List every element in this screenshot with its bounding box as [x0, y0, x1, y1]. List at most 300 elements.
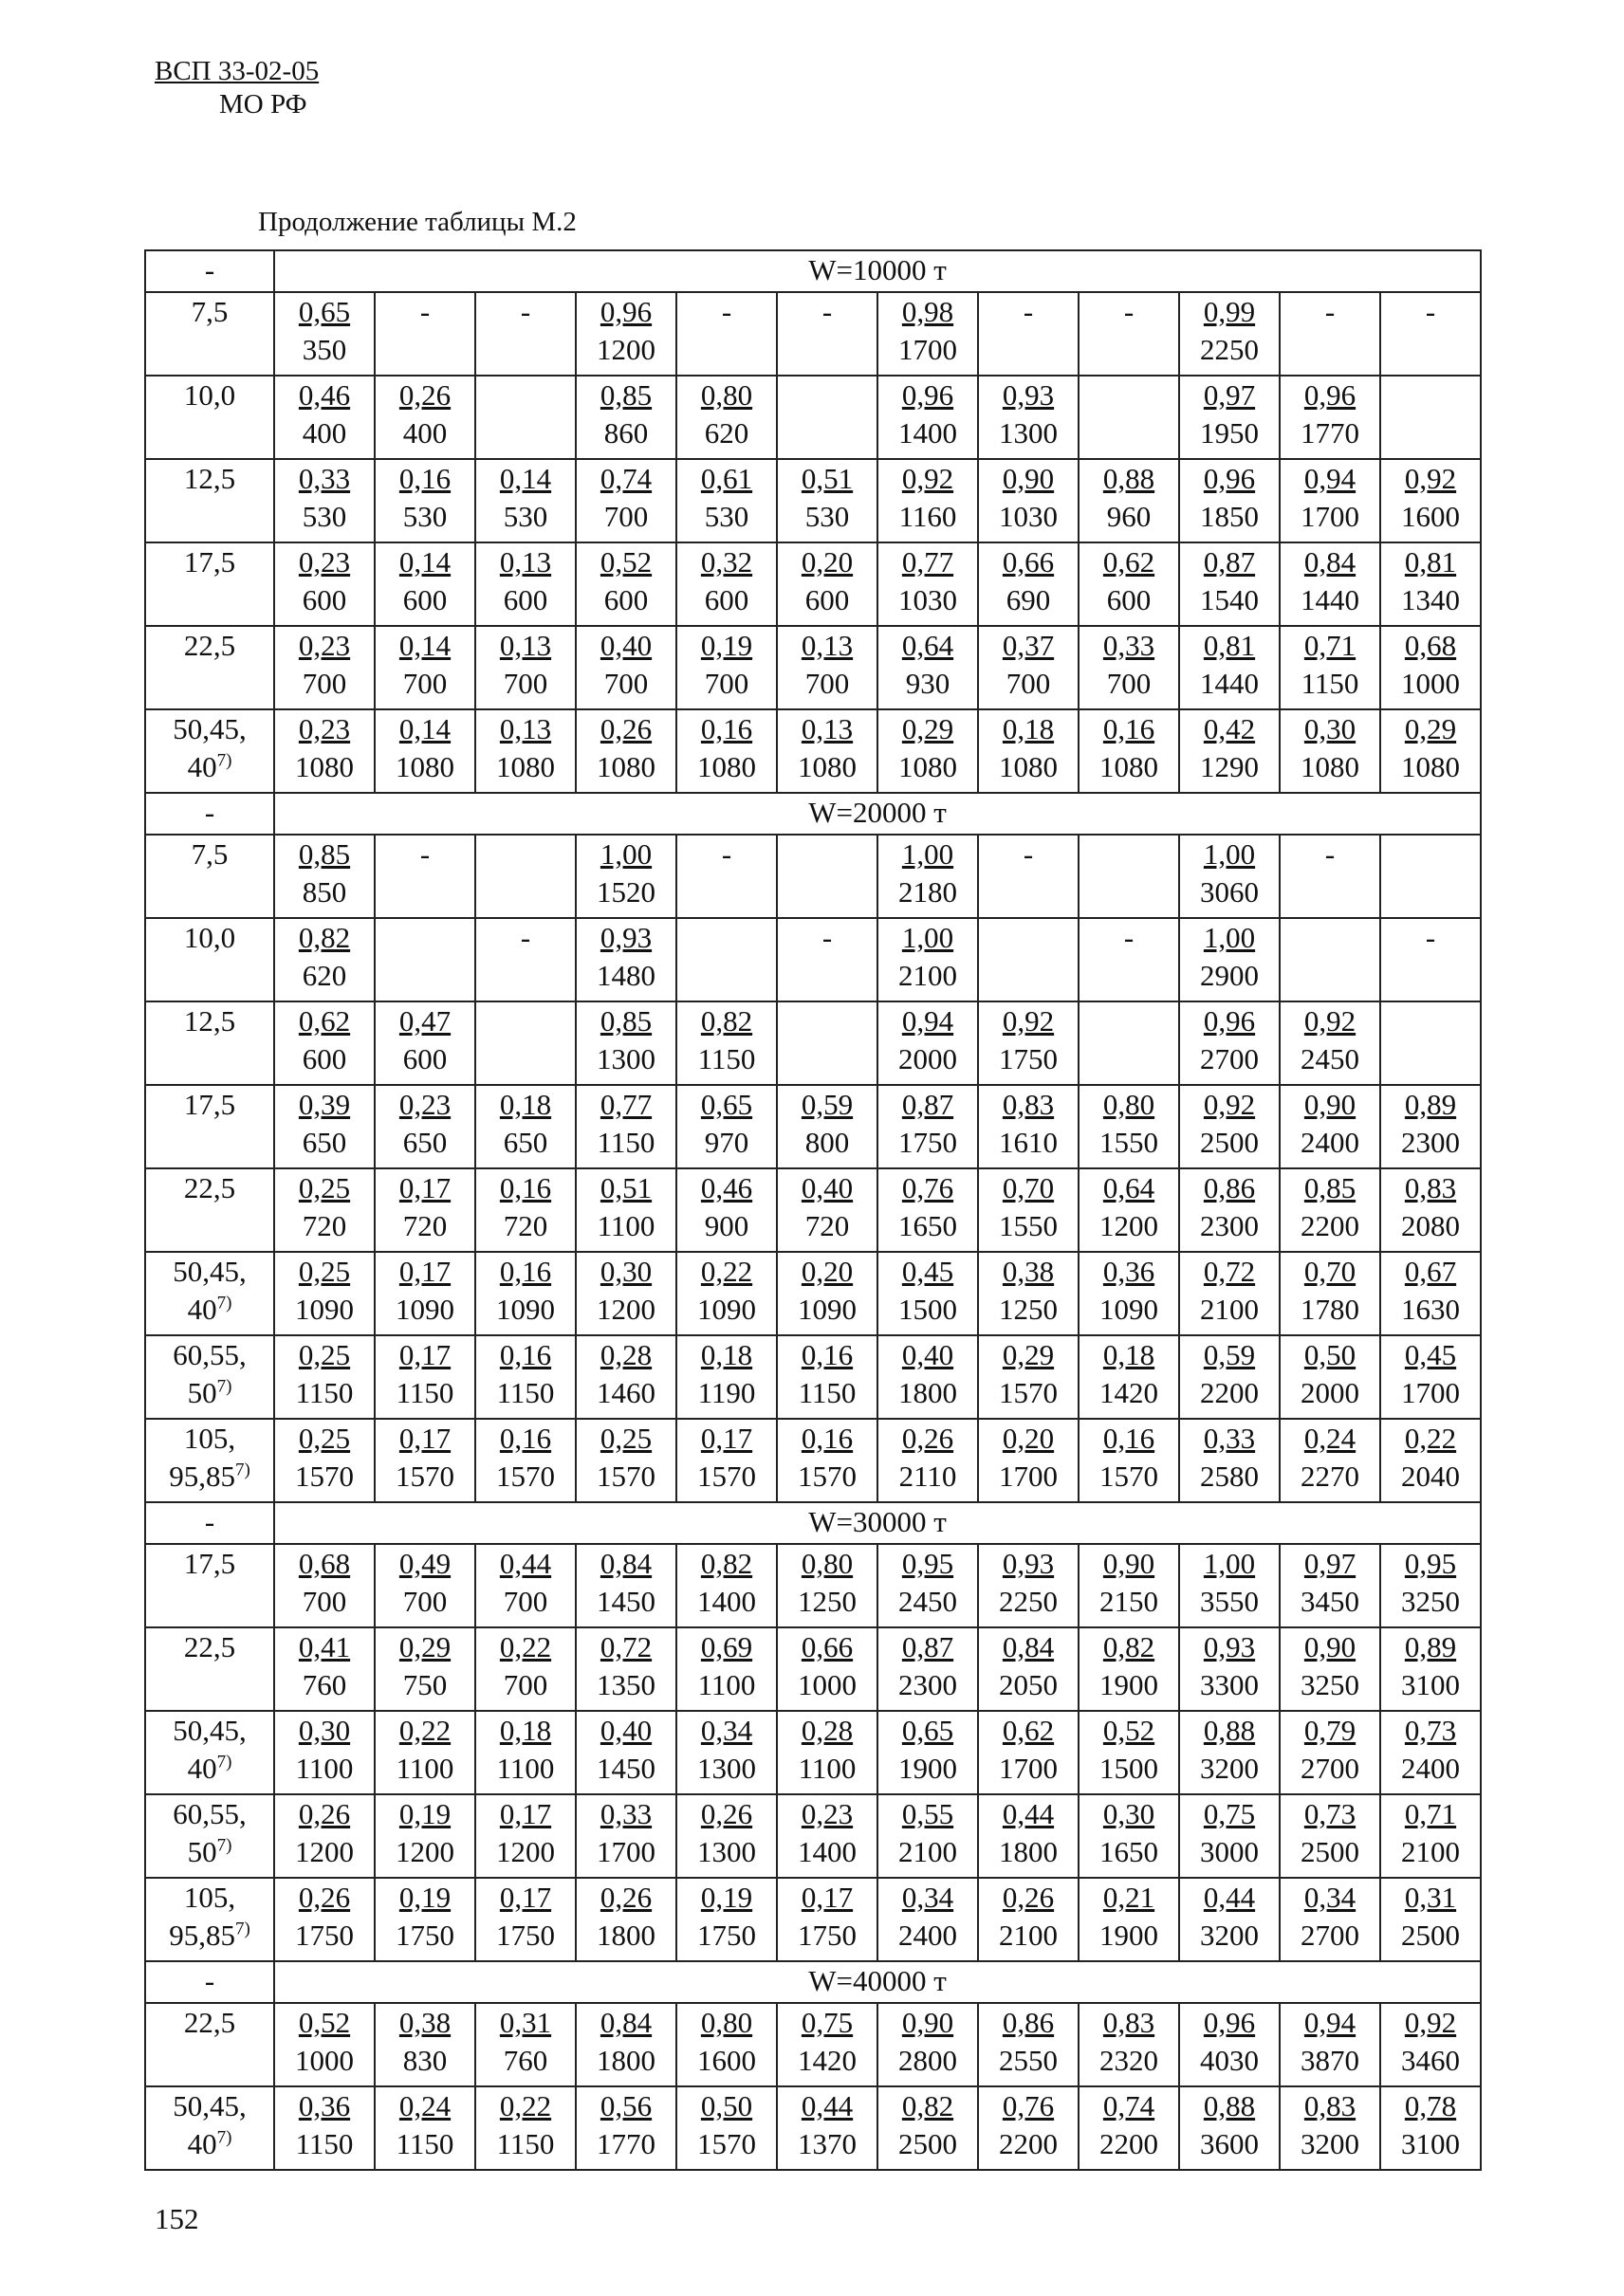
data-cell — [475, 1419, 576, 1502]
coefficient-value: 0,96 — [1203, 1004, 1256, 1038]
mass-value: 3450 — [1301, 1585, 1359, 1618]
data-cell — [375, 1168, 475, 1252]
data-cell — [375, 1711, 475, 1794]
coefficient-value: 0,90 — [1102, 1547, 1155, 1580]
data-cell — [1280, 1085, 1380, 1168]
row-label-line1: 50,45, — [173, 2089, 247, 2122]
table-row — [145, 835, 1481, 918]
mass-value: 4030 — [1200, 2044, 1259, 2077]
data-cell — [274, 1001, 375, 1085]
coefficient-value: 0,81 — [1404, 545, 1457, 579]
mass-value: 3600 — [1200, 2127, 1259, 2160]
mass-value: 3460 — [1401, 2044, 1460, 2077]
data-cell — [777, 709, 877, 793]
mass-value: 3100 — [1401, 1668, 1460, 1701]
data-cell — [1280, 376, 1380, 459]
table-row — [145, 1544, 1481, 1627]
data-cell — [375, 1544, 475, 1627]
section-title: W=40000 т — [274, 1961, 1481, 2003]
coefficient-value: 0,64 — [901, 629, 954, 662]
mass-value: 1500 — [1099, 1752, 1158, 1785]
coefficient-value: 0,74 — [1102, 2089, 1155, 2122]
mass-value: 2450 — [1301, 1042, 1359, 1075]
coefficient-value: 0,59 — [1203, 1338, 1256, 1371]
coefficient-value: 0,13 — [499, 629, 552, 662]
data-cell — [1079, 376, 1179, 459]
coefficient-value: - — [1324, 295, 1336, 328]
data-cell — [1079, 835, 1179, 918]
footnote-mark: 7) — [234, 1919, 250, 1939]
data-cell — [475, 1711, 576, 1794]
data-cell — [576, 2003, 676, 2086]
coefficient-value: - — [419, 837, 431, 871]
data-cell — [877, 1085, 978, 1168]
data-cell — [1280, 459, 1380, 542]
mass-value: 3250 — [1301, 1668, 1359, 1701]
section-title: W=20000 т — [274, 793, 1481, 835]
coefficient-value: 0,82 — [700, 1004, 753, 1038]
data-cell — [1079, 2086, 1179, 2170]
data-cell — [978, 1252, 1079, 1335]
data-cell — [274, 709, 375, 793]
data-cell — [877, 835, 978, 918]
data-cell — [576, 1168, 676, 1252]
mass-value: 1290 — [1200, 750, 1259, 783]
data-cell — [1179, 2003, 1280, 2086]
data-cell — [1079, 1168, 1179, 1252]
row-label-line1: 7,5 — [191, 837, 229, 871]
data-cell — [978, 459, 1079, 542]
coefficient-value: 0,14 — [398, 712, 452, 745]
mass-value: 1150 — [396, 2127, 454, 2160]
mass-value: 2200 — [1099, 2127, 1158, 2160]
mass-value: 1650 — [1099, 1835, 1158, 1868]
coefficient-value: 0,95 — [901, 1547, 954, 1580]
data-cell — [676, 709, 777, 793]
coefficient-value: 0,26 — [600, 712, 653, 745]
data-cell — [1079, 2003, 1179, 2086]
data-cell — [1380, 835, 1481, 918]
data-cell — [576, 1085, 676, 1168]
coefficient-value: 0,56 — [600, 2089, 653, 2122]
coefficient-value: 0,90 — [901, 2006, 954, 2039]
coefficient-value: 0,83 — [1002, 1088, 1055, 1121]
coefficient-value: 0,33 — [1203, 1422, 1256, 1455]
mass-value: 1090 — [496, 1293, 555, 1326]
mass-value: 400 — [302, 416, 347, 450]
mass-value: 2700 — [1301, 1752, 1359, 1785]
mass-value: 700 — [603, 500, 649, 533]
coefficient-value: 1,00 — [1203, 921, 1256, 954]
coefficient-value: 0,29 — [398, 1630, 452, 1663]
mass-value: 2700 — [1301, 1919, 1359, 1952]
coefficient-value: 0,17 — [398, 1255, 452, 1288]
mass-value: 2700 — [1200, 1042, 1259, 1075]
coefficient-value: - — [1425, 295, 1436, 328]
coefficient-value: 0,16 — [499, 1422, 552, 1455]
coefficient-value: 0,49 — [398, 1547, 452, 1580]
coefficient-value: 0,87 — [901, 1630, 954, 1663]
mass-value: 1570 — [1099, 1460, 1158, 1493]
mass-value: 2100 — [1401, 1835, 1460, 1868]
table-row — [145, 1252, 1481, 1335]
data-cell — [1079, 1419, 1179, 1502]
data-cell — [274, 1252, 375, 1335]
coefficient-value: 0,71 — [1303, 629, 1356, 662]
table-row — [145, 1085, 1481, 1168]
mass-value: 600 — [704, 583, 749, 616]
data-cell — [1280, 2003, 1380, 2086]
mass-value: 860 — [603, 416, 649, 450]
mass-value: 1370 — [798, 2127, 857, 2160]
data-cell — [274, 1335, 375, 1419]
data-cell — [877, 2003, 978, 2086]
mass-value: 1080 — [1401, 750, 1460, 783]
footnote-mark: 7) — [216, 1835, 232, 1856]
data-cell — [676, 1419, 777, 1502]
data-cell — [274, 1794, 375, 1878]
page-number: 152 — [155, 2202, 199, 2235]
data-cell — [1280, 1627, 1380, 1711]
data-cell — [676, 376, 777, 459]
data-cell — [1380, 1544, 1481, 1627]
coefficient-value: 0,16 — [1102, 1422, 1155, 1455]
data-cell — [777, 1878, 877, 1961]
data-cell — [375, 1001, 475, 1085]
coefficient-value: 0,17 — [398, 1338, 452, 1371]
mass-value: 1400 — [898, 416, 957, 450]
data-cell — [777, 1794, 877, 1878]
data-cell — [1380, 1001, 1481, 1085]
mass-value: 1080 — [396, 750, 454, 783]
data-cell — [1380, 1878, 1481, 1961]
mass-value: 1450 — [597, 1585, 655, 1618]
coefficient-value: 0,16 — [499, 1255, 552, 1288]
section-dash: - — [145, 793, 274, 835]
row-label-line1: 105, — [183, 1422, 236, 1455]
coefficient-value: 0,68 — [1404, 629, 1457, 662]
coefficient-value: 0,66 — [801, 1630, 854, 1663]
coefficient-value: 0,65 — [700, 1088, 753, 1121]
section-header-row — [145, 793, 1481, 835]
coefficient-value: 0,25 — [298, 1171, 351, 1204]
table-row — [145, 542, 1481, 626]
mass-value: 1000 — [295, 2044, 354, 2077]
data-cell — [1380, 918, 1481, 1001]
footnote-mark: 7) — [216, 1376, 232, 1397]
coefficient-value: 0,14 — [398, 545, 452, 579]
mass-value: 1150 — [496, 2127, 555, 2160]
coefficient-value: 0,17 — [499, 1797, 552, 1830]
data-cell — [1380, 1419, 1481, 1502]
mass-value: 1250 — [798, 1585, 857, 1618]
data-cell — [1380, 2086, 1481, 2170]
data-cell — [274, 1878, 375, 1961]
data-cell — [274, 292, 375, 376]
mass-value: 3200 — [1200, 1752, 1259, 1785]
mass-value: 620 — [302, 959, 347, 992]
data-cell — [475, 1085, 576, 1168]
mass-value: 1420 — [798, 2044, 857, 2077]
data-cell — [576, 1627, 676, 1711]
coefficient-value: 0,40 — [901, 1338, 954, 1371]
mass-value: 530 — [804, 500, 850, 533]
mass-value: 1100 — [597, 1209, 655, 1242]
row-label-line1: 17,5 — [183, 1088, 236, 1121]
data-cell — [1380, 459, 1481, 542]
row-label — [145, 2003, 274, 2086]
data-cell — [1079, 1711, 1179, 1794]
mass-value: 2100 — [999, 1919, 1058, 1952]
table-row — [145, 1168, 1481, 1252]
row-label-line1: 10,0 — [183, 378, 236, 412]
coefficient-value: 0,96 — [600, 295, 653, 328]
data-cell — [1179, 1544, 1280, 1627]
coefficient-value: 0,96 — [1203, 462, 1256, 495]
row-label — [145, 1252, 274, 1335]
data-cell — [1280, 1544, 1380, 1627]
row-label — [145, 1419, 274, 1502]
mass-value: 1080 — [999, 750, 1058, 783]
data-cell — [1280, 835, 1380, 918]
coefficient-value: 0,52 — [600, 545, 653, 579]
mass-value: 1850 — [1200, 500, 1259, 533]
row-label-line1: 12,5 — [183, 1004, 236, 1038]
data-cell — [375, 1794, 475, 1878]
data-cell — [1179, 1878, 1280, 1961]
row-label — [145, 1711, 274, 1794]
data-cell — [1380, 1794, 1481, 1878]
mass-value: 720 — [402, 1209, 448, 1242]
mass-value: 1080 — [1099, 750, 1158, 783]
mass-value: 930 — [905, 667, 950, 700]
coefficient-value: 0,83 — [1303, 2089, 1356, 2122]
data-cell — [777, 835, 877, 918]
table-row — [145, 1001, 1481, 1085]
mass-value: 700 — [402, 667, 448, 700]
coefficient-value: 0,77 — [600, 1088, 653, 1121]
mass-value: 600 — [1106, 583, 1152, 616]
coefficient-value: 0,16 — [700, 712, 753, 745]
mass-value: 700 — [503, 667, 548, 700]
row-label-line1: 22,5 — [183, 629, 236, 662]
data-cell — [777, 1419, 877, 1502]
data-cell — [978, 835, 1079, 918]
mass-value: 1750 — [898, 1126, 957, 1159]
mass-value: 1480 — [597, 959, 655, 992]
data-cell — [777, 1168, 877, 1252]
data-cell — [877, 542, 978, 626]
mass-value: 700 — [1106, 667, 1152, 700]
mass-value: 1570 — [597, 1460, 655, 1493]
coefficient-value: 0,84 — [600, 2006, 653, 2039]
data-cell — [274, 1544, 375, 1627]
coefficient-value: 0,99 — [1203, 295, 1256, 328]
data-cell — [676, 1001, 777, 1085]
data-cell — [576, 1794, 676, 1878]
coefficient-value: 0,44 — [1002, 1797, 1055, 1830]
coefficient-value: 0,82 — [1102, 1630, 1155, 1663]
row-label — [145, 2086, 274, 2170]
coefficient-value: 0,31 — [1404, 1881, 1457, 1914]
mass-value: 2500 — [1401, 1919, 1460, 1952]
data-cell — [978, 1419, 1079, 1502]
coefficient-value: 0,42 — [1203, 712, 1256, 745]
row-label-line2: 40$^{7)}$ — [187, 2127, 232, 2160]
coefficient-value: 0,52 — [1102, 1714, 1155, 1747]
coefficient-value: 0,25 — [298, 1422, 351, 1455]
data-cell — [576, 459, 676, 542]
coefficient-value: 0,85 — [1303, 1171, 1356, 1204]
mass-value: 1900 — [1099, 1919, 1158, 1952]
table-row — [145, 1794, 1481, 1878]
row-label — [145, 835, 274, 918]
coefficient-value: 0,90 — [1303, 1088, 1356, 1121]
row-label-line2: 95,85$^{7)}$ — [169, 1460, 250, 1493]
mass-value: 2500 — [898, 2127, 957, 2160]
data-cell — [777, 1085, 877, 1168]
data-cell — [1179, 626, 1280, 709]
mass-value: 2400 — [1401, 1752, 1460, 1785]
coefficient-value: 0,84 — [600, 1547, 653, 1580]
data-cell — [274, 1085, 375, 1168]
coefficient-value: 0,90 — [1002, 462, 1055, 495]
coefficient-value: 0,33 — [600, 1797, 653, 1830]
coefficient-value: 0,76 — [1002, 2089, 1055, 2122]
data-cell — [576, 1544, 676, 1627]
coefficient-value: 1,00 — [901, 837, 954, 871]
coefficient-value: 0,34 — [1303, 1881, 1356, 1914]
data-cell — [274, 1419, 375, 1502]
mass-value: 2500 — [1301, 1835, 1359, 1868]
coefficient-value: 0,29 — [901, 712, 954, 745]
mass-value: 1100 — [396, 1752, 454, 1785]
data-cell — [877, 292, 978, 376]
data-cell — [375, 835, 475, 918]
coefficient-value: 0,66 — [1002, 545, 1055, 579]
mass-value: 1610 — [999, 1126, 1058, 1159]
mass-value: 700 — [503, 1668, 548, 1701]
coefficient-value: 0,23 — [298, 712, 351, 745]
mass-value: 700 — [402, 1585, 448, 1618]
coefficient-value: 1,00 — [1203, 837, 1256, 871]
mass-value: 830 — [402, 2044, 448, 2077]
mass-value: 760 — [503, 2044, 548, 2077]
coefficient-value: 0,33 — [1102, 629, 1155, 662]
data-cell — [676, 1544, 777, 1627]
mass-value: 1750 — [798, 1919, 857, 1952]
data-cell — [676, 292, 777, 376]
coefficient-value: 0,80 — [700, 378, 753, 412]
coefficient-value: 0,39 — [298, 1088, 351, 1121]
data-cell — [1280, 292, 1380, 376]
mass-value: 800 — [804, 1126, 850, 1159]
coefficient-value: 0,75 — [1203, 1797, 1256, 1830]
data-cell — [274, 542, 375, 626]
data-cell — [274, 1711, 375, 1794]
coefficient-value: - — [1324, 837, 1336, 871]
mass-value: 1200 — [597, 333, 655, 366]
data-cell — [1079, 292, 1179, 376]
footnote-mark: 7) — [216, 750, 232, 771]
data-cell — [676, 2003, 777, 2086]
coefficient-value: 0,16 — [398, 462, 452, 495]
data-cell — [274, 626, 375, 709]
row-label — [145, 1794, 274, 1878]
mass-value: 700 — [804, 667, 850, 700]
mass-value: 1550 — [999, 1209, 1058, 1242]
data-cell — [475, 1627, 576, 1711]
coefficient-value: 0,17 — [801, 1881, 854, 1914]
row-label — [145, 709, 274, 793]
coefficient-value: 0,36 — [298, 2089, 351, 2122]
mass-value: 600 — [603, 583, 649, 616]
coefficient-value: 0,62 — [1102, 545, 1155, 579]
coefficient-value: 0,22 — [499, 2089, 552, 2122]
data-cell — [676, 1335, 777, 1419]
coefficient-value: 0,92 — [1203, 1088, 1256, 1121]
coefficient-value: 0,26 — [901, 1422, 954, 1455]
mass-value: 1450 — [597, 1752, 655, 1785]
data-cell — [777, 2086, 877, 2170]
mass-value: 700 — [503, 1585, 548, 1618]
coefficient-value: 0,23 — [298, 545, 351, 579]
coefficient-value: 0,18 — [499, 1088, 552, 1121]
mass-value: 350 — [302, 333, 347, 366]
mass-value: 2300 — [1200, 1209, 1259, 1242]
coefficient-value: 0,77 — [901, 545, 954, 579]
data-cell — [375, 1252, 475, 1335]
mass-value: 2200 — [999, 2127, 1058, 2160]
coefficient-value: 0,51 — [600, 1171, 653, 1204]
coefficient-value: 0,13 — [499, 712, 552, 745]
mass-value: 1250 — [999, 1293, 1058, 1326]
mass-value: 600 — [402, 1042, 448, 1075]
data-cell — [1280, 709, 1380, 793]
coefficient-value: 0,94 — [1303, 2006, 1356, 2039]
section-dash: - — [145, 1502, 274, 1544]
row-label-line2: 50$^{7)}$ — [187, 1376, 232, 1409]
mass-value: 1750 — [496, 1919, 555, 1952]
coefficient-value: 0,30 — [298, 1714, 351, 1747]
mass-value: 2250 — [1200, 333, 1259, 366]
data-cell — [1280, 1711, 1380, 1794]
mass-value: 700 — [1006, 667, 1051, 700]
data-cell — [1179, 542, 1280, 626]
data-cell — [1179, 2086, 1280, 2170]
data-cell — [375, 292, 475, 376]
table-row — [145, 1419, 1481, 1502]
data-cell — [1380, 376, 1481, 459]
row-label — [145, 1168, 274, 1252]
coefficient-value: 0,88 — [1102, 462, 1155, 495]
mass-value: 3300 — [1200, 1668, 1259, 1701]
data-cell — [777, 376, 877, 459]
mass-value: 1030 — [999, 500, 1058, 533]
data-cell — [1380, 1335, 1481, 1419]
coefficient-value: 1,00 — [1203, 1547, 1256, 1580]
data-cell — [978, 709, 1079, 793]
footnote-mark: 7) — [216, 1752, 232, 1773]
mass-value: 1350 — [597, 1668, 655, 1701]
coefficient-value: 0,46 — [700, 1171, 753, 1204]
coefficient-value: 1,00 — [600, 837, 653, 871]
mass-value: 1150 — [1301, 667, 1359, 700]
data-cell — [375, 459, 475, 542]
data-cell — [475, 292, 576, 376]
data-cell — [576, 1001, 676, 1085]
coefficient-value: - — [1023, 837, 1034, 871]
